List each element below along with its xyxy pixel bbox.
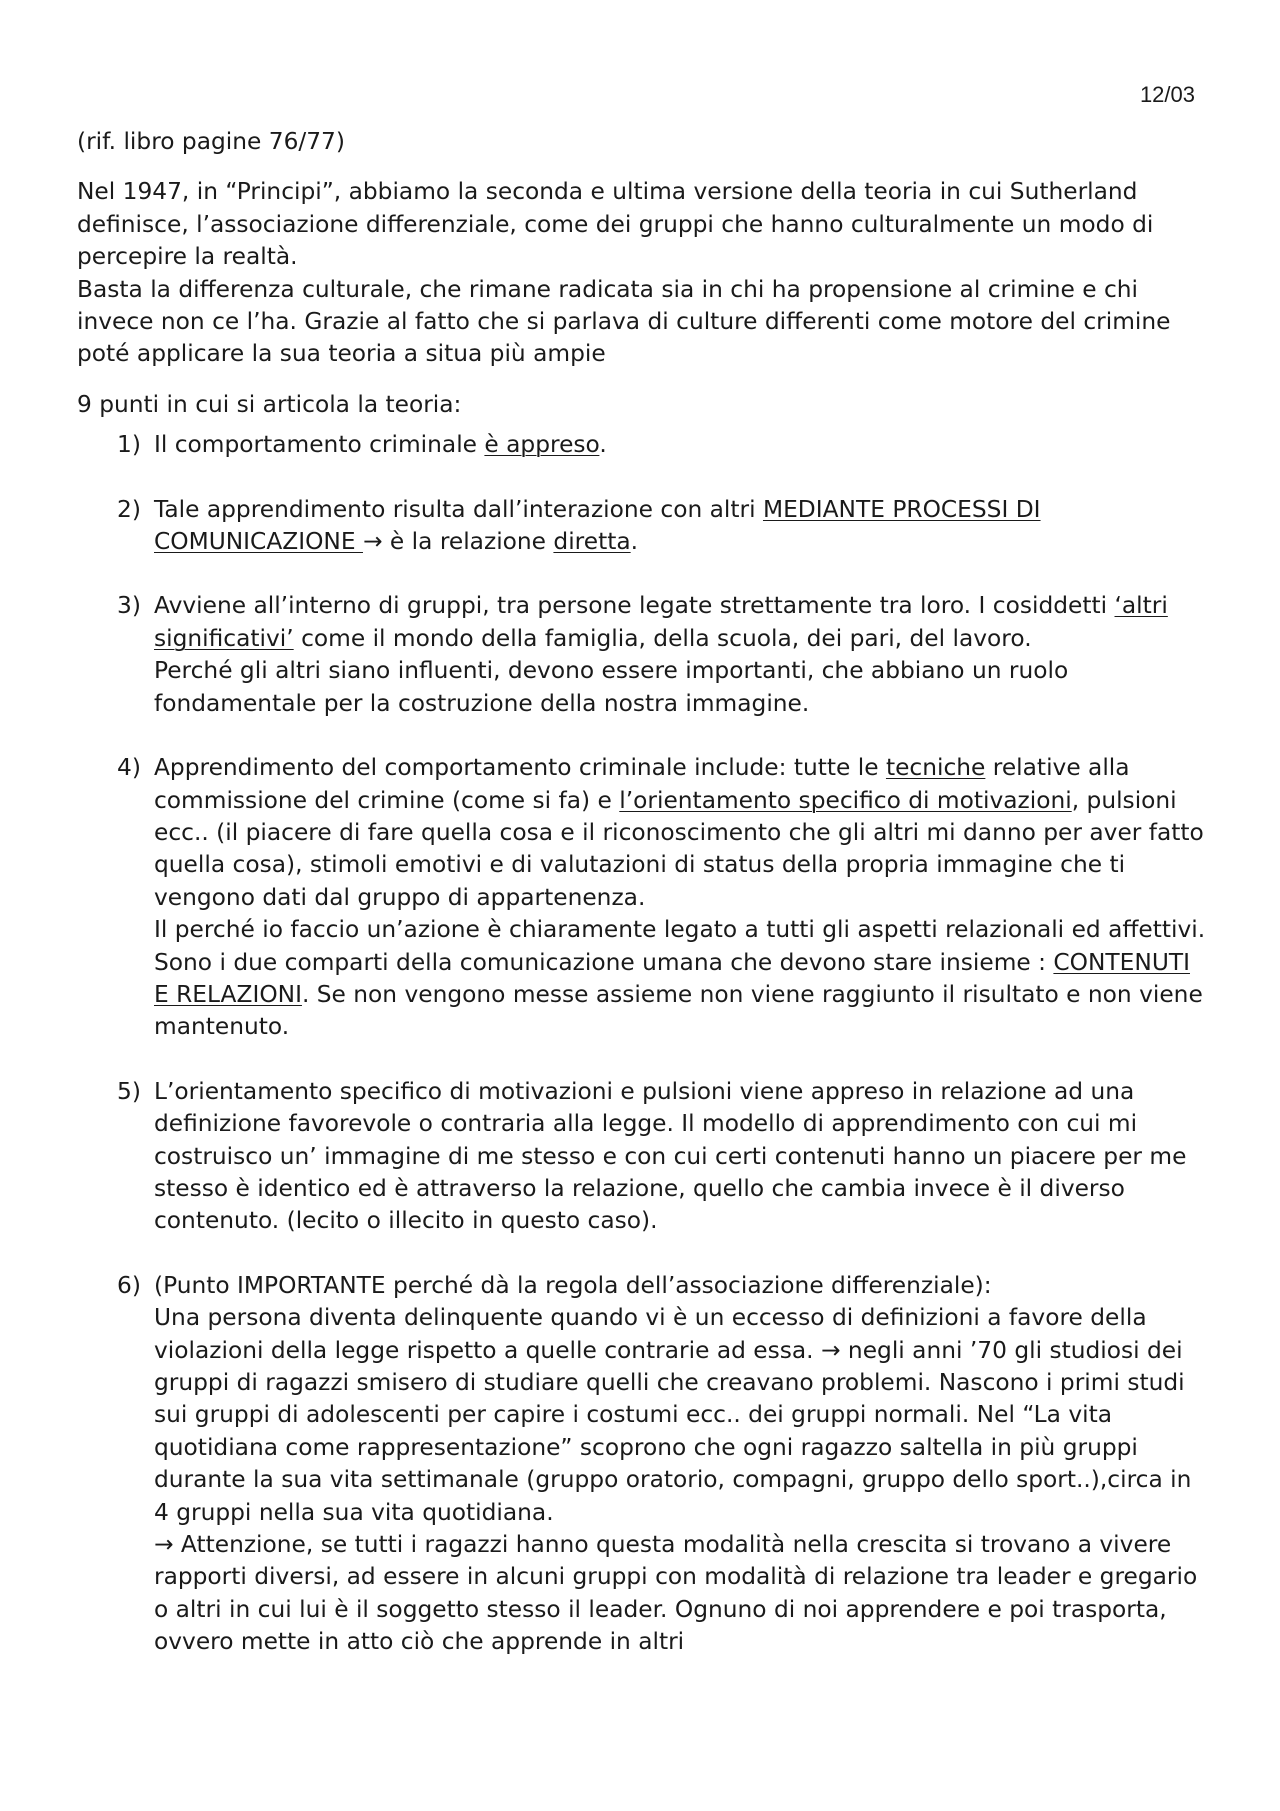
list-number: 5) xyxy=(117,1077,141,1105)
item-text: Attenzione, se tutti i ragazzi hanno questa modalità nella crescita si trovano a vivere rapporti diversi, ad essere in alcuni gruppi con modalità di relazione tra leader e gregario o altri in cui lui è il soggetto stesso il leader. Ognuno di noi apprendere e poi trasporta, ovvero mette in atto ciò che apprende in altri xyxy=(154,1531,1198,1656)
list-item xyxy=(77,494,1207,559)
underlined-text: è appreso xyxy=(484,431,600,459)
underlined-text: tecniche xyxy=(885,754,986,782)
item-text: . xyxy=(630,528,639,556)
intro-paragraph-1: Nel 1947, in “Principi”, abbiamo la seconda e ultima versione della teoria in cui Sutherland definisce, l’associazione differenziale, come dei gruppi che hanno culturalmente un modo di percepire la realtà. xyxy=(77,178,1154,271)
list-item xyxy=(77,429,1207,461)
list-item xyxy=(77,1270,1207,1659)
list-number: 3) xyxy=(117,592,141,620)
arrow-icon: → xyxy=(154,1531,174,1559)
intro-paragraph-2: Basta la differenza culturale, che rimane radicata sia in chi ha propensione al crimine e chi invece non ce l’ha. Grazie al fatto che si parlava di culture differenti come motore del crimine poté applicare la sua teoria a situa più ampie xyxy=(77,275,1171,368)
item-text: Il comportamento criminale xyxy=(154,431,485,459)
item-text: è la relazione xyxy=(382,528,554,556)
item-text: Apprendimento del comportamento criminale include: tutte le xyxy=(154,754,886,782)
underlined-text: ‘altri significativi’ xyxy=(154,592,1168,652)
item-text: L’orientamento specifico di motivazioni e pulsioni viene appreso in relazione ad una definizione favorevole o contraria alla legge. Il modello di apprendimento con cui mi costruisco un’ immagine di me stesso e con cui certi contenuti hanno un piacere per me stesso è identico ed è attraverso la relazione, quello che cambia invece è il diverso contenuto. (lecito o illecito in questo caso). xyxy=(154,1077,1187,1235)
item-text: , pulsioni ecc.. (il piacere di fare quella cosa e il riconoscimento che gli altri mi danno per aver fatto quella cosa), stimoli emotivi e di valutazioni di status della propria immagine che ti vengono dati dal gruppo di appartenenza. xyxy=(154,786,1204,911)
item-text: come il mondo della famiglia, della scuola, dei pari, del lavoro. xyxy=(293,624,1032,652)
item-text: . xyxy=(599,431,607,459)
book-reference: (rif. libro pagine 76/77) xyxy=(77,128,345,155)
page-date: 12/03 xyxy=(1139,82,1195,107)
item-text: Il perché io faccio un’azione è chiaramente legato a tutti gli aspetti relazionali ed affettivi. Sono i due comparti della comunicazione umana che devono stare insieme : xyxy=(154,916,1206,976)
points-list xyxy=(77,429,1207,1658)
list-number: 2) xyxy=(117,495,141,523)
item-text: negli anni ’70 gli studiosi dei gruppi di ragazzi smisero di studiare quelli che creavano problemi. Nascono i primi studi sui gruppi di adolescenti per capire i costumi ecc.. dei gruppi normali. Nel “La vita quotidiana come rappresentazione” scoprono che ogni ragazzo saltella in più gruppi durante la sua vita settimanale (gruppo oratorio, compagni, gruppo dello sport..),circa in 4 gruppi nella sua vita quotidiana. xyxy=(154,1336,1192,1526)
item-text: relative alla commissione del crimine (come si fa) e xyxy=(154,754,1130,814)
list-number: 1) xyxy=(117,431,141,459)
underlined-text: CONTENUTI E RELAZIONI xyxy=(154,948,1190,1008)
underlined-text: MEDIANTE PROCESSI DI COMUNICAZIONE xyxy=(154,495,1041,556)
list-item xyxy=(77,1076,1207,1238)
item-text: Avviene all’interno di gruppi, tra persone legate strettamente tra loro. I cosiddetti xyxy=(154,592,1115,620)
item-text: . Se non vengono messe assieme non viene raggiunto il risultato e non viene mantenuto. xyxy=(154,980,1203,1041)
arrow-icon: → xyxy=(821,1336,841,1364)
document-body xyxy=(77,126,1207,1691)
item-text: Perché gli altri siano influenti, devono essere importanti, che abbiano un ruolo fondamentale per la costruzione della nostra immagine. xyxy=(154,657,1069,717)
intro-section xyxy=(77,176,1207,370)
item-text: Una persona diventa delinquente quando vi è un eccesso di definizioni a favore della violazioni della legge rispetto a quelle contrarie ad essa. xyxy=(154,1304,1147,1364)
list-number: 6) xyxy=(117,1271,141,1299)
item-text: (Punto IMPORTANTE perché dà la regola dell’associazione differenziale): xyxy=(154,1271,992,1299)
arrow-icon: → xyxy=(362,528,383,556)
underlined-text: diretta xyxy=(553,528,631,556)
item-text: Tale apprendimento risulta dall’interazione con altri xyxy=(154,495,763,523)
points-heading: 9 punti in cui si articola la teoria: xyxy=(77,390,462,418)
list-number: 4) xyxy=(117,754,141,782)
underlined-text: l’orientamento specifico di motivazioni xyxy=(619,786,1072,814)
list-item xyxy=(77,752,1207,1044)
list-item xyxy=(77,590,1207,720)
